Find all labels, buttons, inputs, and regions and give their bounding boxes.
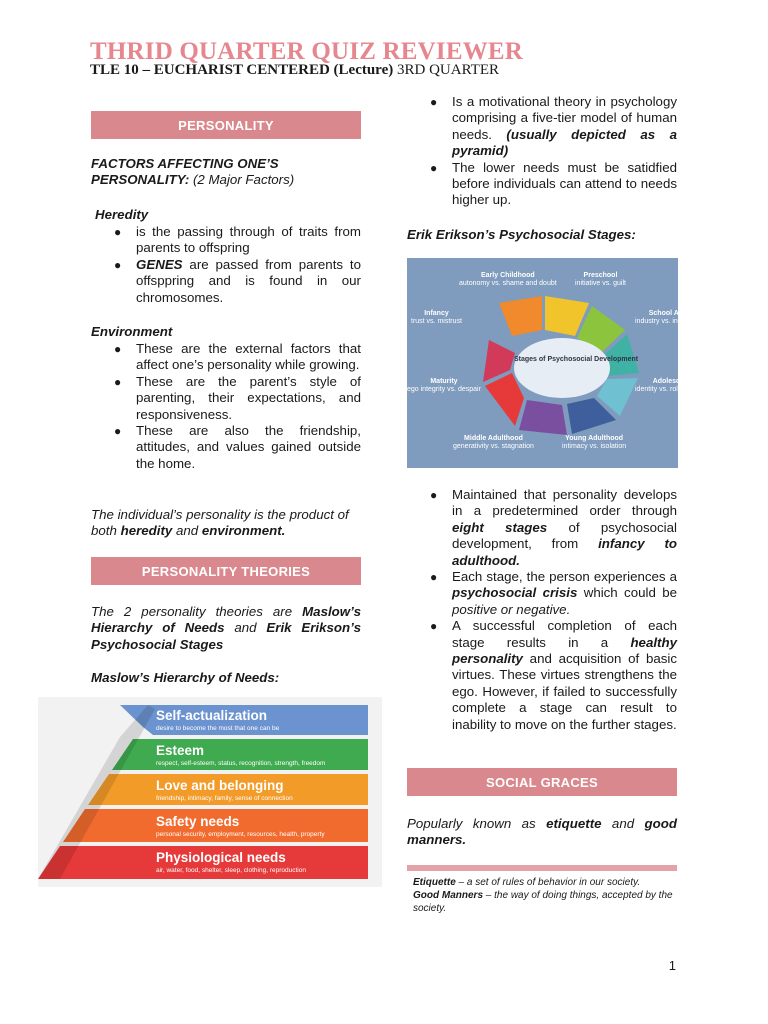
- list-item: [430, 487, 677, 569]
- segment-maturity: [519, 400, 567, 435]
- definitions-text: [407, 871, 677, 915]
- environment-list: [114, 341, 361, 472]
- stage-desc: industry vs. inferiority: [635, 318, 701, 325]
- bullet-icon: ●: [114, 374, 122, 389]
- erikson-b1-a: Maintained that personality develops in a predetermined order through: [452, 487, 677, 519]
- stage-desc: generativity vs. stagnation: [453, 443, 534, 450]
- stage-adolescence: [635, 378, 714, 394]
- product-text-a: The individual’s personality is the product of both: [91, 507, 349, 539]
- env-bullet-2: These are the parent’s style of parenting, their expectations, and responsiveness.: [136, 373, 361, 422]
- stage-desc: initiative vs. guilt: [575, 280, 626, 287]
- env-bullet-3: These are also the friendship, attitudes, and values gained outside the home.: [136, 423, 361, 471]
- stage-name: Maturity: [430, 378, 458, 385]
- intro-text-a: The 2 personality theories are: [91, 604, 303, 619]
- erikson-b3-b: healthy personality: [452, 634, 677, 667]
- intro-maslow: Maslow’s Hierarchy of Needs: [91, 604, 361, 636]
- tier-desc-4: personal security, employment, resources, health, property: [156, 831, 325, 838]
- stage-school-age: [635, 310, 701, 326]
- theories-intro: [91, 604, 361, 653]
- factors-heading: [91, 156, 361, 189]
- stage-middle-adulthood: [453, 435, 534, 451]
- bullet-icon: ●: [430, 160, 438, 175]
- tier-label-3: Love and belonging: [156, 778, 284, 793]
- list-item: [114, 373, 361, 423]
- heredity-list: [114, 224, 361, 306]
- definition-etiquette: [413, 876, 673, 889]
- erikson-b1-b: eight stages: [452, 519, 548, 535]
- page-subtitle: [90, 62, 499, 79]
- graces-band: SOCIAL GRACES: [407, 768, 677, 796]
- wheel-center-label: Stages of Psychosocial Development: [514, 356, 639, 363]
- tier-desc-5: air, water, food, shelter, sleep, clothing, reproduction: [156, 867, 306, 874]
- personality-band: PERSONALITY: [91, 111, 361, 139]
- bullet-icon: ●: [430, 619, 438, 634]
- definitions-box: [407, 865, 677, 929]
- tier-label-5: Physiological needs: [156, 850, 286, 865]
- stage-desc: autonomy vs. shame and doubt: [459, 280, 557, 287]
- env-bullet-1: These are the external factors that affect one’s personality while growing.: [136, 341, 361, 373]
- list-item: [430, 94, 677, 160]
- bullet-icon: ●: [430, 488, 438, 502]
- segment-infancy: [485, 373, 524, 426]
- list-item: [430, 569, 677, 618]
- def-text: – a set of rules of behavior in our society.: [455, 877, 641, 888]
- environment-heading: Environment: [91, 324, 173, 339]
- graces-line: [407, 816, 677, 849]
- stage-early-childhood: [459, 272, 557, 288]
- stage-maturity: [407, 378, 481, 394]
- tier-desc-2: respect, self-esteem, status, recognition, strength, freedom: [156, 760, 326, 767]
- maslow-heading: Maslow’s Hierarchy of Needs:: [91, 670, 280, 685]
- stage-young-adulthood: [562, 435, 626, 451]
- tier-desc-1: desire to become the most that one can be: [156, 725, 280, 732]
- stage-name: Early Childhood: [481, 272, 535, 279]
- list-item: [114, 341, 361, 374]
- factors-heading-text: FACTORS AFFECTING ONE’S PERSONALITY:: [91, 156, 279, 188]
- page-number: 1: [668, 958, 676, 973]
- bullet-icon: ●: [114, 342, 122, 356]
- tier-label-2: Esteem: [156, 743, 205, 758]
- list-item: [430, 159, 677, 209]
- personality-product: [91, 507, 361, 540]
- list-item: [114, 256, 361, 306]
- maslow-bullet-1-note: (usually depicted as a pyramid): [452, 126, 677, 159]
- erikson-b2-c: which could be: [577, 585, 677, 601]
- graces-etiquette: etiquette: [546, 816, 602, 831]
- wheel-center: [514, 338, 610, 398]
- maslow-bullet-1: Is a motivational theory in psychology comprising a five-tier model of human needs.: [452, 94, 677, 142]
- def-term: Good Manners: [413, 890, 484, 901]
- erikson-bullets: [430, 487, 677, 733]
- stage-name: Infancy: [424, 310, 449, 317]
- erikson-b2-b: psychosocial crisis: [452, 585, 578, 601]
- bullet-icon: ●: [114, 424, 122, 439]
- stage-desc: ego integrity vs. despair: [407, 386, 481, 393]
- maslow-bullets: [430, 94, 677, 209]
- erikson-b2-a: Each stage, the person experiences a: [452, 569, 677, 585]
- list-item: [430, 618, 677, 733]
- subtitle-quarter: 3RD QUARTER: [393, 62, 500, 78]
- erikson-b1-c: of psychosocial development, from: [452, 519, 677, 552]
- bullet-icon: ●: [430, 570, 438, 585]
- subtitle-course: TLE 10 – EUCHARIST CENTERED (Lecture): [90, 62, 394, 78]
- tier-label-1: Self-actualization: [156, 708, 268, 723]
- graces-text-c: and: [601, 816, 645, 831]
- erikson-diagram: [407, 258, 714, 468]
- stage-desc: identity vs. role confusion: [635, 386, 714, 393]
- erikson-heading: Erik Erikson’s Psychosocial Stages:: [407, 227, 636, 242]
- stage-preschool: [575, 272, 626, 288]
- erikson-b1-d: infancy to adulthood.: [452, 536, 677, 568]
- def-term: Etiquette: [413, 877, 456, 888]
- definition-good-manners: [413, 889, 673, 915]
- product-text-c: and: [172, 523, 202, 539]
- intro-erikson: Erik Erikson’s Psychosocial Stages: [91, 620, 362, 652]
- segment-early-childhood: [499, 296, 542, 336]
- tier-label-4: Safety needs: [156, 814, 240, 829]
- erikson-b3-c: and acquisition of basic virtues. These virtues strengthens the ego. However, if failed to successfully complete a stage can result to inability to move on the further stages.: [452, 651, 677, 732]
- graces-text-a: Popularly known as: [407, 816, 547, 831]
- product-environment: environment.: [201, 523, 286, 539]
- stage-name: Adolescence: [652, 378, 696, 385]
- bullet-icon: ●: [114, 225, 122, 239]
- stage-desc: trust vs. mistrust: [411, 318, 462, 325]
- heredity-bullet-1: is the passing through of traits from parents to offspring: [136, 224, 361, 256]
- stage-infancy: [411, 310, 462, 326]
- maslow-bullet-2: The lower needs must be satidfied before individuals can attend to needs higher up.: [452, 159, 677, 208]
- factors-note: (2 Major Factors): [189, 172, 295, 188]
- product-heredity: heredity: [120, 523, 173, 539]
- bullet-icon: ●: [114, 257, 122, 272]
- stage-desc: intimacy vs. isolation: [562, 443, 627, 450]
- stage-name: Young Adulthood: [565, 435, 624, 442]
- stage-name: Middle Adulthood: [464, 435, 523, 442]
- erikson-b2-d: positive or negative.: [452, 601, 571, 617]
- list-item: [114, 224, 361, 257]
- erikson-b3-a: A successful completion of each stage results in a: [452, 618, 677, 650]
- stage-name: School Age: [648, 310, 687, 317]
- heredity-bullet-2: are passed from parents to offsppring and is found in our chromosomes.: [136, 256, 361, 305]
- list-item: [114, 423, 361, 472]
- heredity-heading: Heredity: [95, 207, 149, 222]
- theories-band: PERSONALITY THEORIES: [91, 557, 361, 585]
- genes-term: GENES: [136, 256, 183, 272]
- bullet-icon: ●: [430, 95, 438, 109]
- tier-desc-3: friendship, intimacy, family, sense of connection: [156, 795, 293, 802]
- graces-good-manners: good manners.: [407, 816, 678, 848]
- def-text: – the way of doing things, accepted by the society.: [413, 890, 673, 914]
- maslow-pyramid: [38, 697, 382, 887]
- page-title: THRID QUARTER QUIZ REVIEWER: [90, 38, 524, 65]
- stage-name: Preschool: [583, 272, 618, 279]
- intro-text-c: and: [224, 620, 267, 636]
